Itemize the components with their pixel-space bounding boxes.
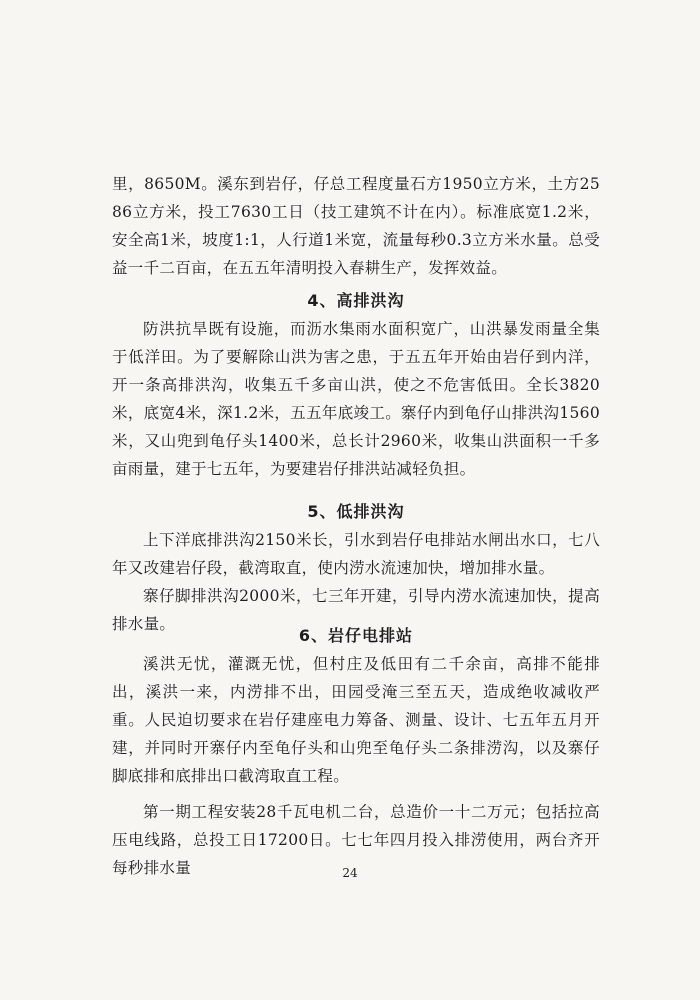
paragraph-continuation xyxy=(112,170,600,282)
paragraph-5: 溪洪无忧，灌溉无忧，但村庄及低田有二千余亩，高排不能排出，溪洪一来，内涝排不出，田园受淹三至五天，造成绝收减收严重。人民迫切要求在岩仔建座电力筹备、测量、设计、七五年五月开建，并同时开寨仔内至龟仔头和山兜至龟仔头二条排涝沟，以及寨仔脚底排和底排出口截湾取直工程。 xyxy=(112,655,600,785)
paragraph-6: 第一期工程安装28千瓦电机二台，总造价一十二万元；包括拉高压电线路，总投工日17200日。七七年四月投入排涝使用，两台齐开每秒排水量 xyxy=(112,803,600,877)
section-heading-high-drainage: 4、高排洪沟 xyxy=(307,291,405,310)
paragraph-2: 防洪抗旱既有设施，而沥水集雨水面积宽广，山洪暴发雨量全集于低洋田。为了要解除山洪为害之患，于五五年开始由岩仔到内洋，开一条高排洪沟，收集五千多亩山洪，使之不危害低田。全长3820米，底宽4米，深1.2米，五五年底竣工。寨仔内到龟仔山排洪沟1560米，又山兜到龟仔头1400米，总长计2960米，收集山洪面积一千多亩雨量，建于七五年，为要建岩仔排洪站减轻负担。 xyxy=(112,320,600,478)
section-6 xyxy=(112,622,600,790)
page-number: 24 xyxy=(342,866,358,880)
paragraph-3: 上下洋底排洪沟2150米长，引水到岩仔电排站水闸出水口，七八年又改建岩仔段，截湾取直，使内涝水流速加快，增加排水量。 xyxy=(112,531,600,577)
section-heading-pump-station: 6、岩仔电排站 xyxy=(298,626,414,645)
paragraph-4: 寨仔脚排洪沟2000米，七三年开建，引导内涝水流速加快，提高排水量。 xyxy=(112,587,600,633)
section-heading-low-drainage: 5、低排洪沟 xyxy=(307,502,405,521)
paragraph-1: 里，8650M。溪东到岩仔，仔总工程度量石方1950立方米，土方2586立方米，投工7630工日（技工建筑不计在内）。标准底宽1.2米，安全高1米，坡度1:1，人行道1米宽，流量每秒0.3立方米水量。总受益一千二百亩，在五五年清明投入春耕生产，发挥效益。 xyxy=(112,175,600,277)
section-4 xyxy=(112,287,600,483)
section-5 xyxy=(112,498,600,638)
